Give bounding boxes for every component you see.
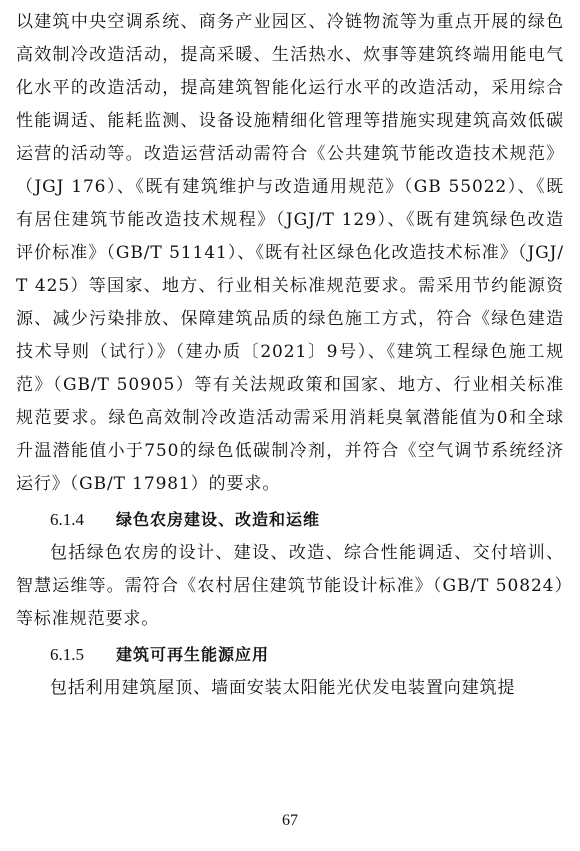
body-paragraph: 以建筑中央空调系统、商务产业园区、冷链物流等为重点开展的绿色高效制冷改造活动，提高采暖、生活热水、炊事等建筑终端用能电气化水平的改造活动，提高建筑智能化运行水平的改造活动，采用综合性能调适、能耗监测、设备设施精细化管理等措施实现建筑高效低碳运营的活动等。改造运营活动需符合《公共建筑节能改造技术规范》（JGJ 176）、《既有建筑维护与改造通用规范》（GB 55022）、《既有居住建筑节能改造技术规程》（JGJ/T 129）、《既有建筑绿色改造评价标准》（GB/T 51141）、《既有社区绿色化改造技术标准》（JGJ/T 425）等国家、地方、行业相关标准规范要求。需采用节约能源资源、减少污染排放、保障建筑品质的绿色施工方式，符合《绿色建造技术导则（试行）》（建办质〔2021〕9号）、《建筑工程绿色施工规范》（GB/T 50905）等有关法规政策和国家、地方、行业相关标准规范要求。绿色高效制冷改造活动需采用消耗臭氧潜能值为0和全球升温潜能值小于750的绿色低碳制冷剂，并符合《空气调节系统经济运行》（GB/T 17981）的要求。 [16, 12, 564, 494]
page-number: 67 [282, 812, 298, 829]
section-number: 6.1.5 [50, 645, 84, 664]
section-number: 6.1.4 [50, 510, 84, 529]
section-heading-6-1-4 [16, 503, 564, 537]
section-heading-6-1-5 [16, 638, 564, 672]
body-paragraph: 包括利用建筑屋顶、墙面安装太阳能光伏发电装置向建筑提 [50, 678, 516, 698]
document-page [16, 6, 564, 705]
section-title: 建筑可再生能源应用 [116, 645, 270, 664]
body-paragraph: 包括绿色农房的设计、建设、改造、综合性能调适、交付培训、智慧运维等。需符合《农村居住建筑节能设计标准》（GB/T 50824）等标准规范要求。 [16, 543, 564, 629]
section-title: 绿色农房建设、改造和运维 [116, 510, 321, 529]
